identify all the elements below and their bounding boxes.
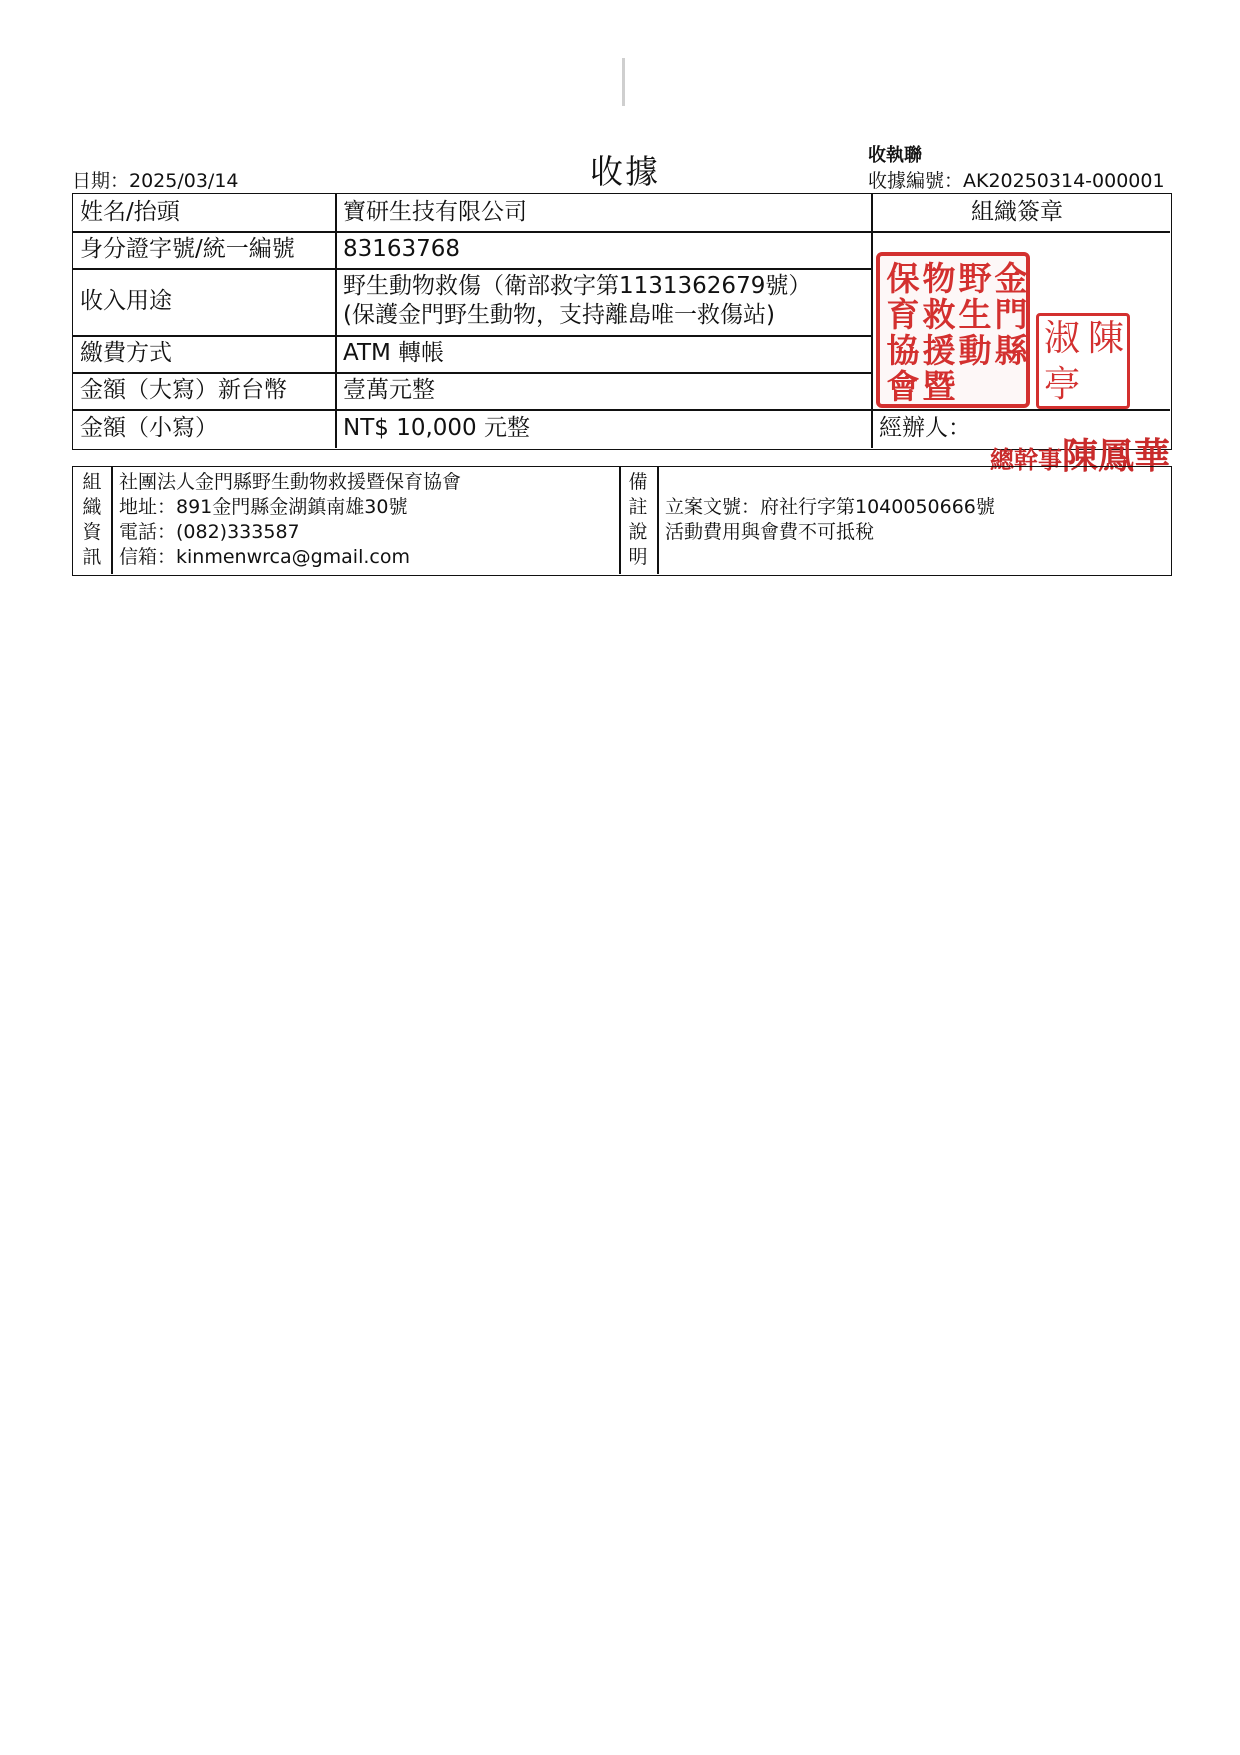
header-char: 織 — [82, 496, 102, 518]
copy-label: 收執聯 — [868, 145, 922, 166]
seal-char: 動 — [958, 331, 992, 370]
note-registration: 立案文號：府社行字第1040050666號 — [665, 496, 995, 518]
seal-char: 野 — [958, 259, 992, 298]
org-name: 社團法人金門縣野生動物救援暨保育協會 — [119, 471, 462, 493]
seal-char: 援 — [922, 331, 956, 370]
note-tax: 活動費用與會費不可抵稅 — [665, 521, 875, 543]
seal-char: 門 — [994, 295, 1028, 334]
seal-header: 組織簽章 — [971, 199, 1063, 225]
header-char: 訊 — [82, 546, 102, 568]
header-char: 資 — [82, 521, 102, 543]
info-table — [72, 466, 1172, 576]
text-cursor — [622, 58, 625, 106]
value-purpose: 野生動物救傷（衛部救字第1131362679號） — [343, 273, 812, 299]
label-amount-figures: 金額（小寫） — [80, 415, 218, 441]
value-name: 寶研生技有限公司 — [343, 199, 527, 225]
organization-seal — [876, 252, 1030, 408]
org-address: 地址：891金門縣金湖鎮南雄30號 — [119, 496, 408, 518]
seal-char: 會 — [886, 367, 920, 406]
notes-header — [627, 470, 649, 570]
label-name: 姓名/抬頭 — [80, 199, 180, 225]
handler-label: 經辦人： — [879, 415, 971, 441]
header-char: 備 — [628, 471, 648, 493]
info-header — [81, 470, 103, 570]
page-title: 收據 — [590, 152, 660, 191]
seal-char: 金 — [994, 259, 1028, 298]
seal-char: 保 — [886, 259, 920, 298]
header-char: 註 — [628, 496, 648, 518]
label-purpose: 收入用途 — [80, 288, 172, 314]
signature-title: 總幹事 — [990, 445, 1062, 474]
org-email: 信箱：kinmenwrca@gmail.com — [119, 546, 410, 568]
header-char: 說 — [628, 521, 648, 543]
seal-char: 縣 — [994, 331, 1028, 370]
signature-name: 陳鳳華 — [1062, 435, 1171, 477]
value-id: 83163768 — [343, 236, 461, 262]
label-payment: 繳費方式 — [80, 340, 172, 366]
personal-seal — [1036, 313, 1130, 409]
value-payment: ATM 轉帳 — [343, 340, 445, 366]
header-char: 明 — [628, 546, 648, 568]
label-id: 身分證字號/統一編號 — [80, 236, 295, 262]
value-amount-figures: NT$ 10,000 元整 — [343, 415, 530, 441]
value-purpose-note: (保護金門野生動物，支持離島唯一救傷站) — [343, 302, 775, 328]
seal-char: 物 — [922, 259, 956, 298]
seal-char: 救 — [922, 295, 956, 334]
seal-char: 淑 — [1043, 318, 1080, 359]
receipt-date: 日期：2025/03/14 — [72, 170, 239, 192]
label-amount-words: 金額（大寫）新台幣 — [80, 377, 287, 403]
seal-char: 生 — [958, 295, 992, 334]
seal-char: 協 — [886, 331, 920, 370]
header-char: 組 — [82, 471, 102, 493]
seal-char: 育 — [886, 295, 920, 334]
receipt-number: 收據編號：AK20250314-000001 — [868, 170, 1165, 192]
seal-char: 暨 — [922, 367, 956, 406]
org-phone: 電話：(082)333587 — [119, 521, 300, 543]
value-amount-words: 壹萬元整 — [343, 377, 435, 403]
seal-char: 亭 — [1043, 364, 1080, 405]
seal-char: 陳 — [1087, 318, 1124, 359]
